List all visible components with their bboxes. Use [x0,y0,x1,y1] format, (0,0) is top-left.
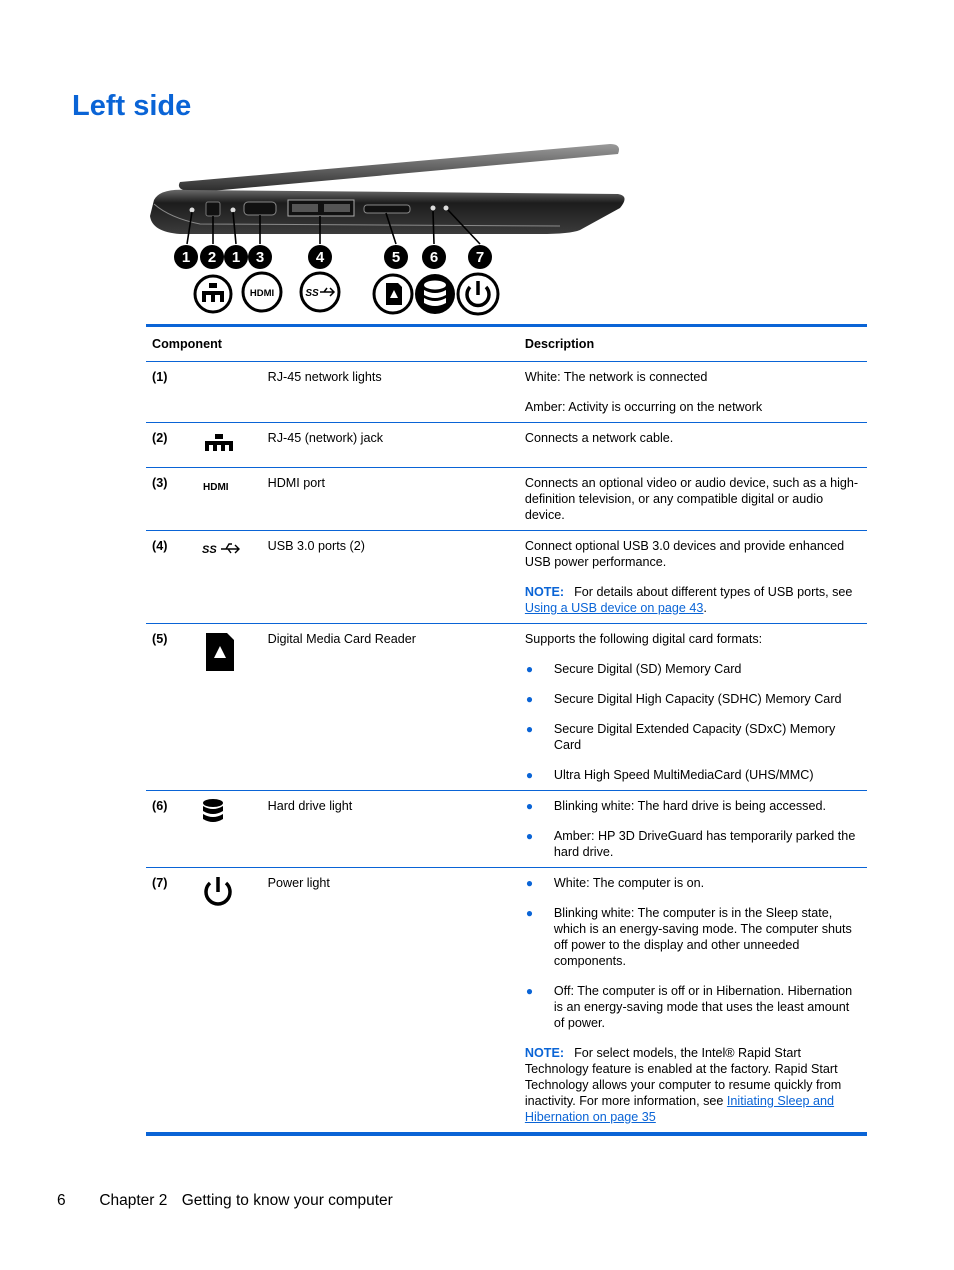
component-description [519,791,867,868]
description-text: Connects an optional video or audio device, such as a high-definition television, or any compatible digital or audio device. [524,476,859,522]
list-item-text: Secure Digital High Capacity (SDHC) Memory Card [553,692,842,706]
note-text-after: . [703,601,707,615]
description-text: Connect optional USB 3.0 devices and provide enhanced USB power performance. [524,539,845,569]
callout-4 [308,245,332,269]
table-header-row [146,326,867,362]
component-description [519,468,867,531]
laptop-lid [179,144,619,192]
list-item-text: Secure Digital Extended Capacity (SDxC) Memory Card [553,722,836,752]
chapter-title: Getting to know your computer [181,1192,393,1209]
row-number: (5) [146,624,191,791]
row-number: (2) [146,423,191,468]
row-icon-cell [191,468,261,531]
note-text: For select models, the Intel® Rapid Start Technology feature is enabled at the factory. Rapid Start Technology allows your computer to resume quickly from inactivity. For more information, see [524,1046,842,1108]
row-number: (1) [146,362,191,423]
page-footer [57,1192,393,1210]
hdmi-icon [243,273,281,311]
table-row [146,624,867,791]
row-icon-cell [191,624,261,791]
component-description [519,868,867,1135]
callout-label: 2 [207,249,217,266]
note-label: NOTE: [524,1046,565,1060]
callout-label: 6 [429,249,439,266]
callout-label: 1 [181,249,191,266]
component-name: Hard drive light [262,791,519,868]
callout-5 [384,245,408,269]
hdmi-icon-text: HDMI [249,288,275,299]
component-name: RJ-45 network lights [262,362,519,423]
bullet-icon: ● [525,768,534,782]
component-name: Power light [267,876,330,890]
bullet-icon: ● [525,799,534,813]
bullet-icon: ● [525,722,534,736]
usb3-icon-text: SS [202,544,217,556]
callout-label: 3 [255,249,265,266]
list-item-text: Amber: HP 3D DriveGuard has temporarily parked the hard drive. [553,829,856,859]
callout-2 [200,245,224,269]
list-item [525,905,861,969]
component-name: HDMI port [262,468,519,531]
hard-drive-icon [415,274,455,314]
callout-1a [174,245,198,269]
description-text: White: The network is connected [524,370,708,384]
bullet-icon: ● [525,984,534,998]
bullet-icon: ● [525,876,534,890]
list-item [525,828,861,860]
media-card-icon [201,631,237,673]
component-name: USB 3.0 ports (2) [262,531,519,624]
network-jack-icon [195,276,231,312]
description-text: Connects a network cable. [524,431,674,445]
callout-3 [248,245,272,269]
callout-label: 5 [391,249,401,266]
list-item [525,983,861,1031]
list-item-text: Secure Digital (SD) Memory Card [553,662,742,676]
page-title: Left side [72,90,192,122]
table-row [146,362,867,423]
component-description [519,624,867,791]
table-row [146,791,867,868]
list-item [525,767,861,783]
component-description [519,362,867,423]
component-table [146,324,867,1136]
header-component: Component [146,326,519,362]
callout-7 [468,245,492,269]
header-description: Description [519,326,867,362]
usb3-icon-text: SS [305,288,319,299]
callout-6 [422,245,446,269]
list-item [525,721,861,753]
table-row [146,868,867,1135]
row-icon-cell [191,423,261,468]
hdmi-icon [201,475,237,497]
callout-label: 7 [475,249,485,266]
list-item-text: Blinking white: The computer is in the Sleep state, which is an energy-saving mode. The computer shuts off power to the display and other unneeded components. [553,906,852,968]
note-text: For details about different types of USB ports, see [574,585,853,599]
row-icon-cell [191,791,261,868]
row-number: (3) [146,468,191,531]
bullet-icon: ● [525,692,534,706]
note-label: NOTE: [524,585,565,599]
note [525,1045,861,1125]
laptop-left-side-illustration [140,138,640,320]
bullet-icon: ● [525,662,534,676]
table-row [146,423,867,468]
usb-device-link[interactable]: Using a USB device on page 43 [524,601,704,615]
note [525,584,861,616]
list-item-text: Blinking white: The hard drive is being accessed. [553,799,826,813]
row-number: (6) [146,791,191,868]
bullet-list [525,661,861,783]
description-text: Amber: Activity is occurring on the network [524,400,763,414]
list-item [525,875,861,891]
list-item-text: Off: The computer is off or in Hibernation. Hibernation is an energy-saving mode that uses the least amount of power. [553,984,853,1030]
callout-label: 1 [231,249,241,266]
list-item [525,798,861,814]
power-icon [458,274,498,314]
component-description [519,423,867,468]
row-number: (7) [152,876,168,890]
bullet-list [525,798,861,860]
bullet-list [525,875,861,1031]
table-row [146,468,867,531]
media-card-icon [374,275,412,313]
row-icon-cell [191,531,261,624]
bullet-icon: ● [525,829,534,843]
list-item-text: White: The computer is on. [553,876,705,890]
sleep-hibernation-link[interactable]: Initiating Sleep and Hibernation on page 35 [524,1094,835,1124]
component-name: RJ-45 (network) jack [262,423,519,468]
row-number: (4) [146,531,191,624]
page-number: 6 [57,1192,66,1209]
hdmi-icon-text: HDMI [203,482,229,493]
list-item [525,691,861,707]
usb3-icon [201,538,243,560]
component-name: Digital Media Card Reader [262,624,519,791]
description-text: Supports the following digital card formats: [524,632,763,646]
callout-1b [224,245,248,269]
chapter-number: Chapter 2 [99,1192,168,1209]
power-icon [201,875,235,909]
row-icon-cell [191,868,261,1135]
list-item-text: Ultra High Speed MultiMediaCard (UHS/MMC) [553,768,814,782]
row-icon-cell [191,362,261,423]
list-item [525,661,861,677]
bullet-icon: ● [525,906,534,920]
usb3-icon [301,273,339,311]
table-row [146,531,867,624]
hard-drive-icon [201,798,229,824]
callout-label: 4 [315,249,325,266]
network-jack-icon [201,430,237,456]
component-description [519,531,867,624]
